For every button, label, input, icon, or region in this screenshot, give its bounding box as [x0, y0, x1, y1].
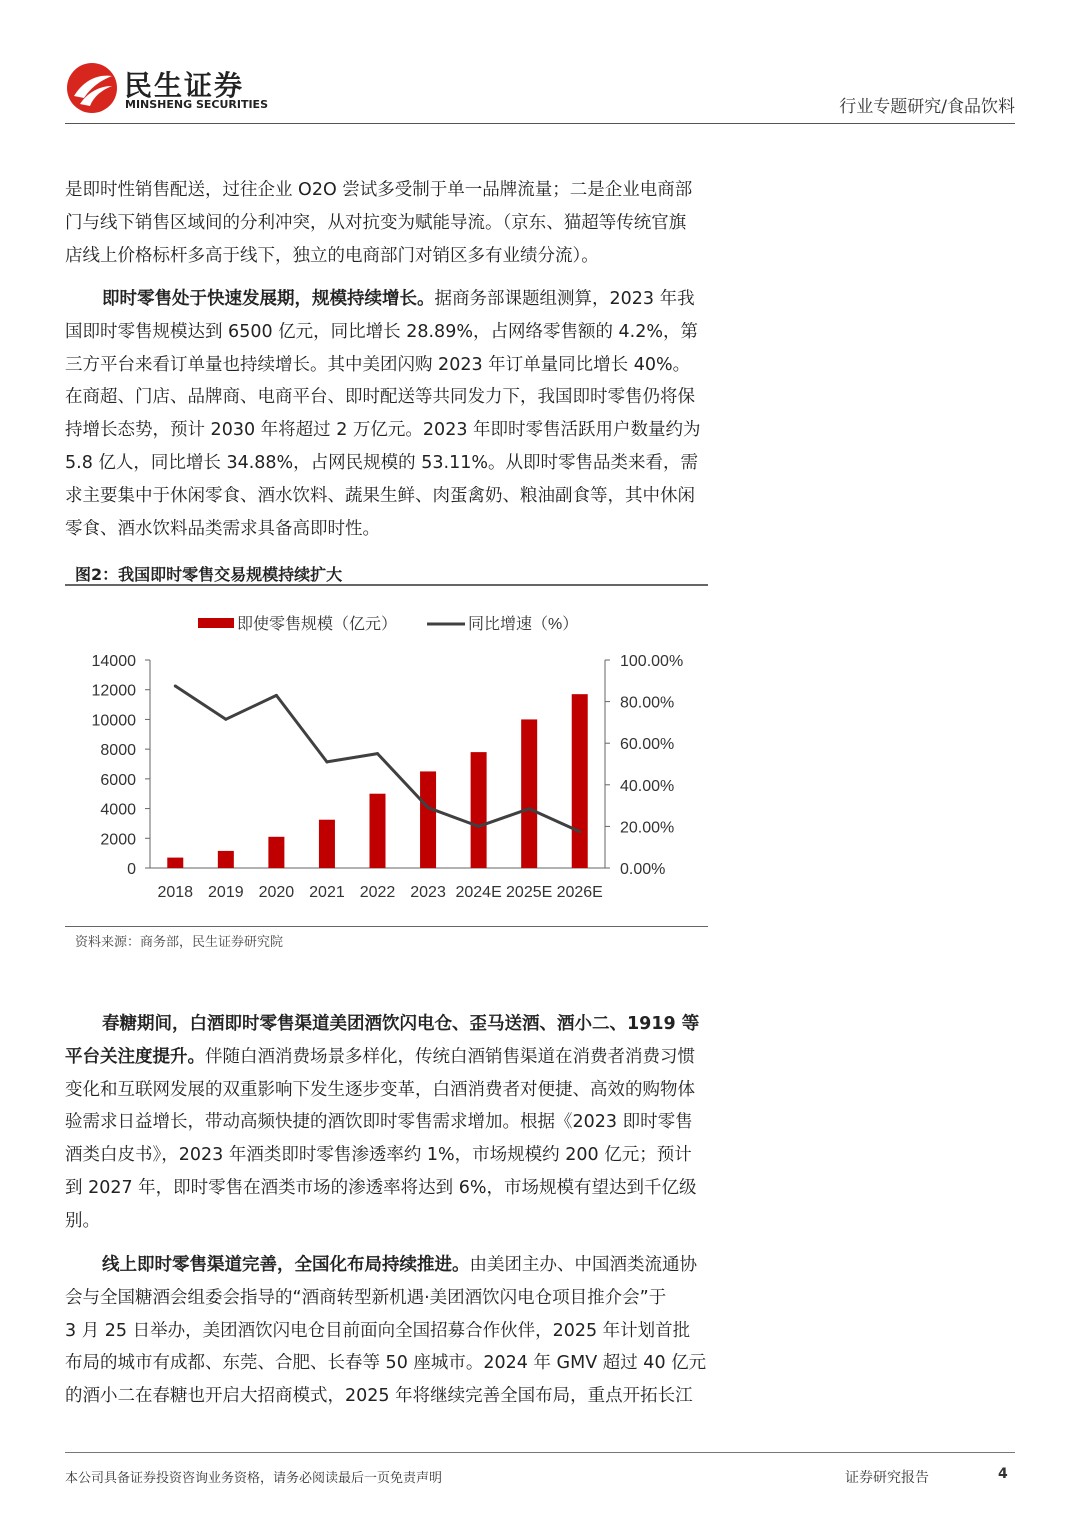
growth-point-2018: [174, 685, 177, 688]
x-tick-label: 2020: [258, 884, 295, 901]
page-number: 4: [998, 1466, 1008, 1482]
x-tick-label: 2022: [359, 884, 396, 901]
text-line: 的酒小二在春糖也开启大招商模式，2025 年将继续完善全国布局，重点开拓长江: [65, 1386, 693, 1407]
figure-top-rule: [65, 584, 708, 586]
company-logo: [66, 62, 266, 118]
y-left-tick-label: 6000: [100, 771, 136, 789]
y-left-tick-label: 2000: [100, 831, 136, 849]
y-left-tick-label: 12000: [91, 682, 136, 700]
text-line: 会与全国糖酒会组委会指导的“酒商转型新机遇·美团酒饮闪电仓项目推介会”于: [65, 1287, 667, 1308]
text-line: 布局的城市有成都、东莞、合肥、长春等 50 座城市。2024 年 GMV 超过 40 亿元: [65, 1353, 707, 1374]
bar-2025E: [521, 719, 537, 868]
y-right-tick-label: 100.00%: [620, 653, 684, 670]
y-right-tick-label: 40.00%: [620, 777, 675, 795]
x-tick-label: 2026E: [556, 884, 603, 901]
text-line: 持增长态势，预计 2030 年将超过 2 万亿元。2023 年即时零售活跃用户数量约为: [65, 420, 701, 441]
growth-point-2024E: [477, 825, 480, 828]
bar-2023: [420, 771, 436, 868]
text-line: 门与线下销售区域间的分利冲突，从对抗变为赋能导流。（京东、猫超等传统官旗: [65, 212, 687, 233]
lead-continuation: 由美团主办、中国酒类流通协: [469, 1255, 697, 1275]
growth-point-2022: [376, 752, 379, 755]
bar-2018: [167, 858, 183, 868]
figure-bottom-rule: [65, 926, 708, 927]
bar-2024E: [471, 752, 487, 868]
growth-point-2020: [275, 694, 278, 697]
paragraph-lead: 平台关注度提升。: [65, 1046, 205, 1067]
y-left-tick-label: 14000: [91, 653, 136, 670]
y-right-tick-label: 20.00%: [620, 819, 675, 837]
text-line: 春糖期间，白酒即时零售渠道美团酒饮闪电仓、歪马送酒、酒小二、1919 等: [102, 1014, 700, 1034]
footer-disclaimer: 本公司具备证券投资咨询业务资格，请务必阅读最后一页免责声明: [65, 1471, 443, 1486]
footer-report-type: 证券研究报告: [845, 1470, 929, 1486]
text-line: 酒类白皮书》，2023 年酒类即时零售渗透率约 1%，市场规模约 200 亿元；预计: [65, 1145, 692, 1166]
bar-2026E: [572, 694, 588, 868]
y-right-tick-label: 80.00%: [620, 694, 675, 712]
y-left-tick-label: 10000: [91, 712, 136, 730]
y-left-tick-label: 8000: [100, 742, 136, 760]
lead-continuation: 据商务部课题组测算，2023 年我: [434, 289, 695, 309]
x-tick-label: 2018: [157, 884, 194, 901]
bar-2021: [319, 820, 335, 868]
growth-point-2023: [427, 806, 430, 809]
y-right-tick-label: 0.00%: [620, 861, 666, 878]
x-tick-label: 2021: [309, 884, 345, 901]
paragraph-lead: 线上即时零售渠道完善，全国化布局持续推进。: [102, 1255, 470, 1275]
legend-line-label: 同比增速（%）: [468, 616, 579, 633]
report-category: 行业专题研究/食品饮料: [839, 97, 1015, 117]
x-tick-label: 2024E: [455, 884, 502, 901]
bar-2020: [268, 837, 284, 868]
bar-2022: [370, 794, 386, 868]
bar-2019: [218, 851, 234, 868]
paragraph-1: [65, 174, 710, 272]
figure-source: 资料来源：商务部，民生证券研究院: [75, 935, 284, 950]
text-line: 变化和互联网发展的双重影响下发生逐步变革，白酒消费者对便捷、高效的购物体: [65, 1079, 695, 1100]
text-line: 到 2027 年，即时零售在酒类市场的渗透率将达到 6%，市场规模有望达到千亿级: [65, 1177, 697, 1198]
text-line: 三方平台来看订单量也持续增长。其中美团闪购 2023 年订单量同比增长 40%。: [65, 354, 691, 375]
lead-continuation: 伴随白酒消费场景多样化，传统白酒销售渠道在消费者消费习惯: [205, 1046, 695, 1067]
footer-divider: [65, 1452, 1015, 1453]
figure-title: 图2：我国即时零售交易规模持续扩大: [75, 565, 343, 584]
text-line: [65, 1041, 710, 1074]
growth-point-2021: [325, 760, 328, 763]
y-left-tick-label: 0: [127, 861, 136, 878]
legend-bar-swatch: [198, 618, 234, 628]
text-line: 是即时性销售配送，过往企业 O2O 尝试多受制于单一品牌流量；二是企业电商部: [65, 180, 693, 200]
x-tick-label: 2025E: [506, 884, 553, 901]
legend-bar-label: 即使零售规模（亿元）: [237, 616, 398, 633]
text-line: 店线上价格标杆多高于线下，独立的电商部门对销区多有业绩分流）。: [65, 245, 599, 266]
growth-point-2025E: [528, 807, 531, 810]
growth-point-2026E: [578, 830, 581, 833]
chart: [65, 595, 708, 920]
text-line: 国即时零售规模达到 6500 亿元，同比增长 28.89%，占网络零售额的 4.2%，第: [65, 321, 698, 342]
header-divider: [65, 123, 1015, 124]
x-tick-label: 2023: [410, 884, 446, 901]
text-line: 5.8 亿人，同比增长 34.88%，占网民规模的 53.11%。从即时零售品类来看，需: [65, 452, 698, 473]
logo-chinese-name: 民生证券: [124, 69, 245, 102]
text-line: 求主要集中于休闲零食、酒水饮料、蔬果生鲜、肉蛋禽奶、粮油副食等，其中休闲: [65, 485, 695, 506]
text-line: 别。: [65, 1210, 100, 1231]
growth-point-2019: [224, 718, 227, 721]
paragraph-3: [65, 1008, 710, 1238]
text-line: [65, 283, 710, 316]
paragraph-4: [65, 1249, 710, 1413]
text-line: 零食、酒水饮料品类需求具备高即时性。: [65, 518, 380, 539]
text-line: 在商超、门店、品牌商、电商平台、即时配送等共同发力下，我国即时零售仍将保: [65, 387, 695, 408]
x-tick-label: 2019: [208, 884, 244, 901]
text-line: 3 月 25 日举办，美团酒饮闪电仓目前面向全国招募合作伙伴，2025 年计划首批: [65, 1320, 691, 1341]
y-right-tick-label: 60.00%: [620, 736, 675, 754]
text-line: [65, 1249, 710, 1282]
logo-english-name: MINSHENG SECURITIES: [125, 98, 268, 111]
paragraph-2: [65, 283, 710, 545]
logo-emblem-icon: [66, 62, 118, 114]
text-line: 验需求日益增长，带动高频快捷的酒饮即时零售需求增加。根据《2023 即时零售: [65, 1112, 693, 1133]
paragraph-lead: 即时零售处于快速发展期，规模持续增长。: [102, 289, 435, 309]
y-left-tick-label: 4000: [100, 801, 136, 819]
